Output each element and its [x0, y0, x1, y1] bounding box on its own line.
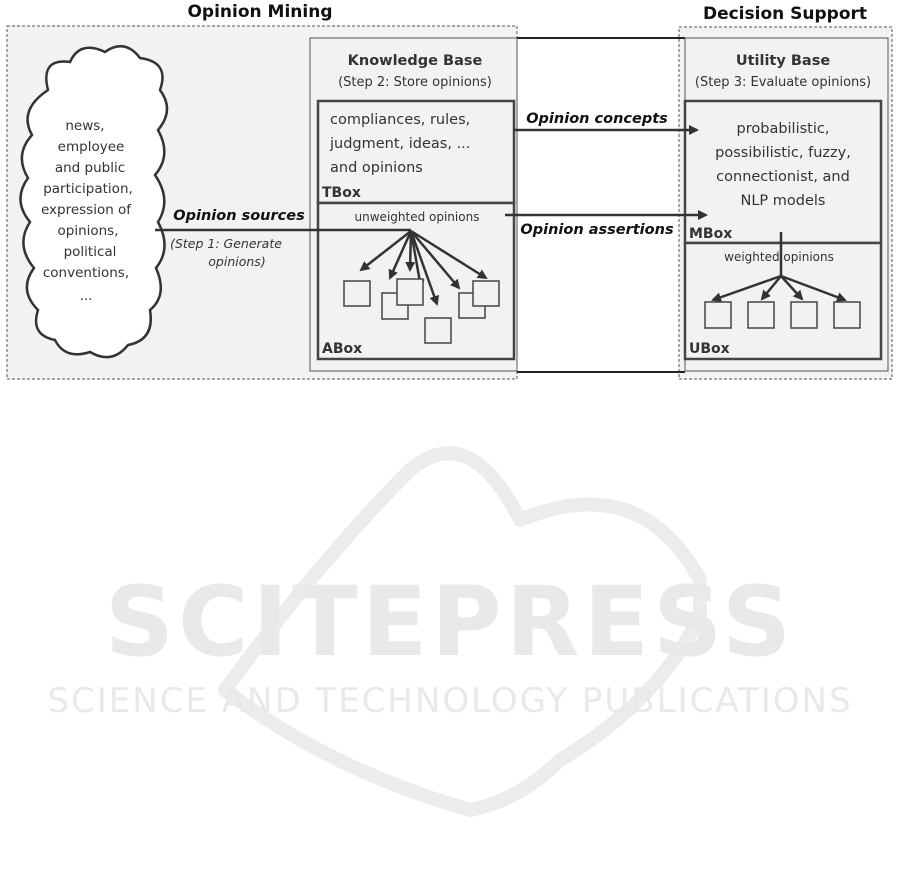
mbox-line-1: probabilistic, [736, 121, 830, 137]
weighted-node [791, 302, 817, 328]
opinion-node [473, 281, 499, 306]
opinion-sources-step-line-2: opinions) [208, 254, 266, 269]
mbox-label: MBox [689, 226, 733, 242]
weighted-node [705, 302, 731, 328]
tbox-line-3: and opinions [330, 160, 423, 176]
mbox-line-4: NLP models [740, 193, 826, 209]
cloud-line-6: opinions, [57, 223, 119, 239]
cloud-line-1: news, [65, 118, 105, 134]
tbox-label: TBox [322, 185, 361, 201]
utility-base-step: (Step 3: Evaluate opinions) [694, 75, 872, 90]
opinion-sources-step-line-1: (Step 1: Generate [170, 236, 282, 251]
abox-label: ABox [322, 341, 363, 357]
opinion-concepts-label: Opinion concepts [526, 111, 668, 127]
cloud-line-5: expression of [40, 202, 132, 218]
opinion-assertions-label: Opinion assertions [520, 222, 674, 238]
cloud-line-3: and public [54, 160, 126, 176]
utility-base-title: Utility Base [735, 53, 831, 69]
tbox-line-1: compliances, rules, [330, 112, 471, 128]
opinion-sources-label: Opinion sources [173, 208, 305, 224]
weighted-opinions-label: weighted opinions [724, 250, 834, 264]
opinion-node [425, 318, 451, 343]
cloud-line-2: employee [57, 139, 125, 155]
unweighted-opinions-label: unweighted opinions [354, 210, 480, 224]
opinion-node [397, 279, 423, 305]
opinion-mining-heading: Opinion Mining [187, 2, 333, 22]
watermark-subtitle: SCIENCE AND TECHNOLOGY PUBLICATIONS [47, 681, 853, 721]
knowledge-base-title: Knowledge Base [347, 53, 483, 69]
weighted-node [834, 302, 860, 328]
cloud-line-7: political [63, 244, 117, 260]
cloud-line-8: conventions, [42, 265, 130, 281]
watermark-title: SCITEPRESS [104, 566, 796, 678]
scitepress-watermark [47, 453, 852, 810]
cloud-line-9: ... [79, 288, 93, 304]
weighted-node [748, 302, 774, 328]
opinion-node [344, 281, 370, 306]
ubox-label: UBox [689, 341, 730, 357]
mbox-line-2: possibilistic, fuzzy, [715, 145, 851, 161]
knowledge-base-step: (Step 2: Store opinions) [338, 75, 492, 90]
decision-support-heading: Decision Support [702, 4, 868, 24]
tbox-line-2: judgment, ideas, ... [330, 136, 471, 152]
mbox-line-3: connectionist, and [716, 169, 850, 185]
cloud-line-4: participation, [43, 181, 133, 197]
